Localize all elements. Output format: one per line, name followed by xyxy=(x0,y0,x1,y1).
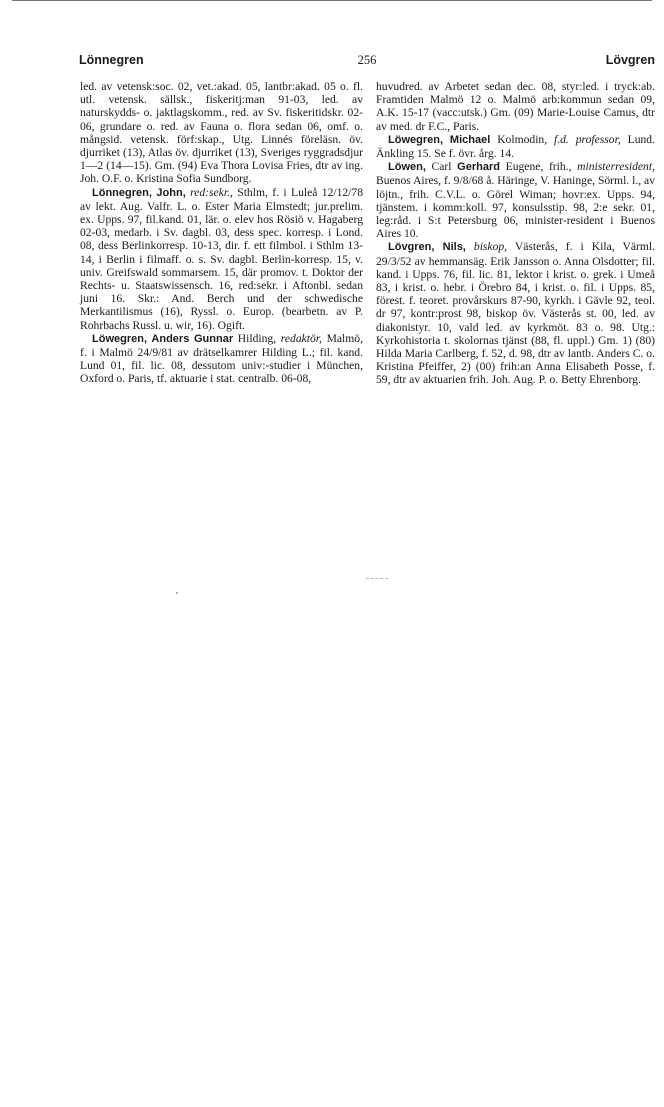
entry-text: led. av vetensk:soc. 02, vet.:akad. 05, lantbr:akad. 05 o. fl. utl. vetensk. sällsk., fiskeritj:man 91-03, led. av naturskydds- o. jaktlagskomm., red. av Sv. fiskeritidskr. 02-06, grundare o. red. av Fauna o. flora sedan 06, omf. o. mångsid. vetensk. förf:skap., Utg. Linnés föreläsn. öv. djurriket (13), Atlas öv. djurriket (13), Sveriges ryggradsdjur 1—2 (14—15). Gm. (94) Eva Thora Lovisa Fries, dtr av ing. Joh. O.F. o. Kristina Sofia Sundborg. xyxy=(80,80,363,186)
scan-dot-mark xyxy=(176,592,178,594)
entry-name: Löwen, xyxy=(388,161,426,174)
entry-title: biskop, xyxy=(473,240,508,254)
entry-lowen-carl xyxy=(376,160,655,240)
page-header xyxy=(79,53,655,71)
entry-name: Löwegren, xyxy=(388,133,444,146)
entry-name-rest: Hilding, xyxy=(237,331,277,345)
entry-given-name: Gunnar xyxy=(194,332,234,345)
entry-text: Lund. Änkling 15. Se f. övr. årg. 14. xyxy=(376,132,655,161)
entry-text: Västerås, f. i Kila, Värml. 29/3/52 av hemmansäg. Erik Jansson o. Anna Olsdotter; fil. kand. i Upps. 76, fil. lic. 81, lektor i krist. o. grek. i Umeå 83, i krist. o. hebr. i Örebro 84, i krist. o. fil. i Upps. 85, förest. f. teoret. provårskurs 87-90, kyrkh. i Gävle 92, teol. dr 97, kontr:prost 98, biskop öv. Västerås st. 00, led. av diakonistyr. 10, vald led. av kyrkmöt. 83 o. 98. Utg.: Kyrkohistoria t. skolornas tjänst (88, fl. uppl.) Gm. 1) (80) Hilda Maria Carlberg, f. 52, d. 98, dtr av lantb. Anders C. o. Kristina Pfeiffer, 2) (00) frih:an Anna Elisabeth Posse, f. 59, dtr av aktuarien frih. Joh. Aug. P. o. Betty Ehrenborg. xyxy=(376,240,655,387)
entry-text: Buenos Aires, f. 9/8/68 å. Häringe, V. Haninge, Sörml. l., av löjtn., frih. C.V.L. o. Görel Wiman; hovr:ex. Upps. 94, tjänstem. i komm:koll. 97, konsulsstip. 98, 2:e sekr. 01, leg:råd. i S:t Petersburg 06, minister-resident i Buenos Aires 10. xyxy=(376,174,655,241)
entry-name-rest: Eugene, frih., xyxy=(505,160,572,174)
entry-title: ministerresident, xyxy=(577,160,655,174)
entry-text: Sthlm, f. i Luleå 12/12/78 av lekt. Aug. Valfr. L. o. Ester Maria Elmstedt; jur.prelim. ex. Upps. 97, fil.kand. 01, lär. o. elev hos Rösiö v. Hagaberg 02-03, medarb. i Sv. dagbl. 03, dess spec. korresp. i Lond. 08, dess Berlinkorresp. 10-13, dir. f. ett filmbol. i Sthlm 13-14, i Berlin i filmaff. o. s. Sv. dagbl. Berlin-korresp. 15, v. univ. Greifswald sommarsem. 15, där promov. t. Doktor der Rechts- u. Staatswissensch. 16, red:sekr. i Aftonbl. sedan juni 16. Skr.: And. Berch und der schwedische Merkantilismus (16), Ryssl. o. Europ. (bearbetn. av P. Rohrbachs Russl. u. wir, 16). Ogift. xyxy=(80,185,363,332)
header-left-keyword: Lönnegren xyxy=(79,53,144,67)
entry-title: f.d. professor, xyxy=(554,132,621,146)
header-right-keyword: Lövgren xyxy=(605,53,655,67)
entry-name-rest: Carl xyxy=(431,160,452,174)
entry-text: huvudred. av Arbetet sedan dec. 08, styr:led. i tryck:ab. Framtiden Malmö 12 o. Malmö arb:kommun sedan 09, A.K. 15-17 (vacc:utsk.) Gm. (09) Marie-Louise Camus, dtr av med. dr F.C., Paris. xyxy=(376,80,655,133)
entry-lovgren-nils xyxy=(376,240,655,386)
left-column xyxy=(80,80,363,386)
entry-name: Lövgren, Nils, xyxy=(388,241,466,254)
entry-lonnegren-john xyxy=(80,186,363,332)
entry-given-name: Gerhard xyxy=(457,161,500,174)
scan-dash-mark xyxy=(366,578,388,580)
entry-lowegren-michael xyxy=(376,133,655,160)
entry-title: redaktör, xyxy=(280,331,322,345)
entry-name-rest: Kolmodin, xyxy=(497,132,548,146)
right-column xyxy=(376,80,655,387)
page-number: 256 xyxy=(357,53,377,67)
top-scan-rule xyxy=(12,0,652,4)
entry-name: Löwegren, Anders xyxy=(92,332,190,345)
entry-continuation xyxy=(80,80,363,186)
entry-name: Lönnegren, John, xyxy=(92,186,186,199)
entry-lowegren-anders xyxy=(80,332,363,386)
entry-continuation xyxy=(376,80,655,133)
entry-given-name: Michael xyxy=(449,133,491,146)
entry-text: Malmö, f. i Malmö 24/9/81 av drätselkamrer Hilding L.; fil. kand. Lund 01, fil. lic. 08, dessutom univ:-studier i München, Oxford o. Paris, tf. aktuarie i stat. centralb. 06-08, xyxy=(80,331,363,386)
entry-title: red:sekr., xyxy=(190,185,233,199)
